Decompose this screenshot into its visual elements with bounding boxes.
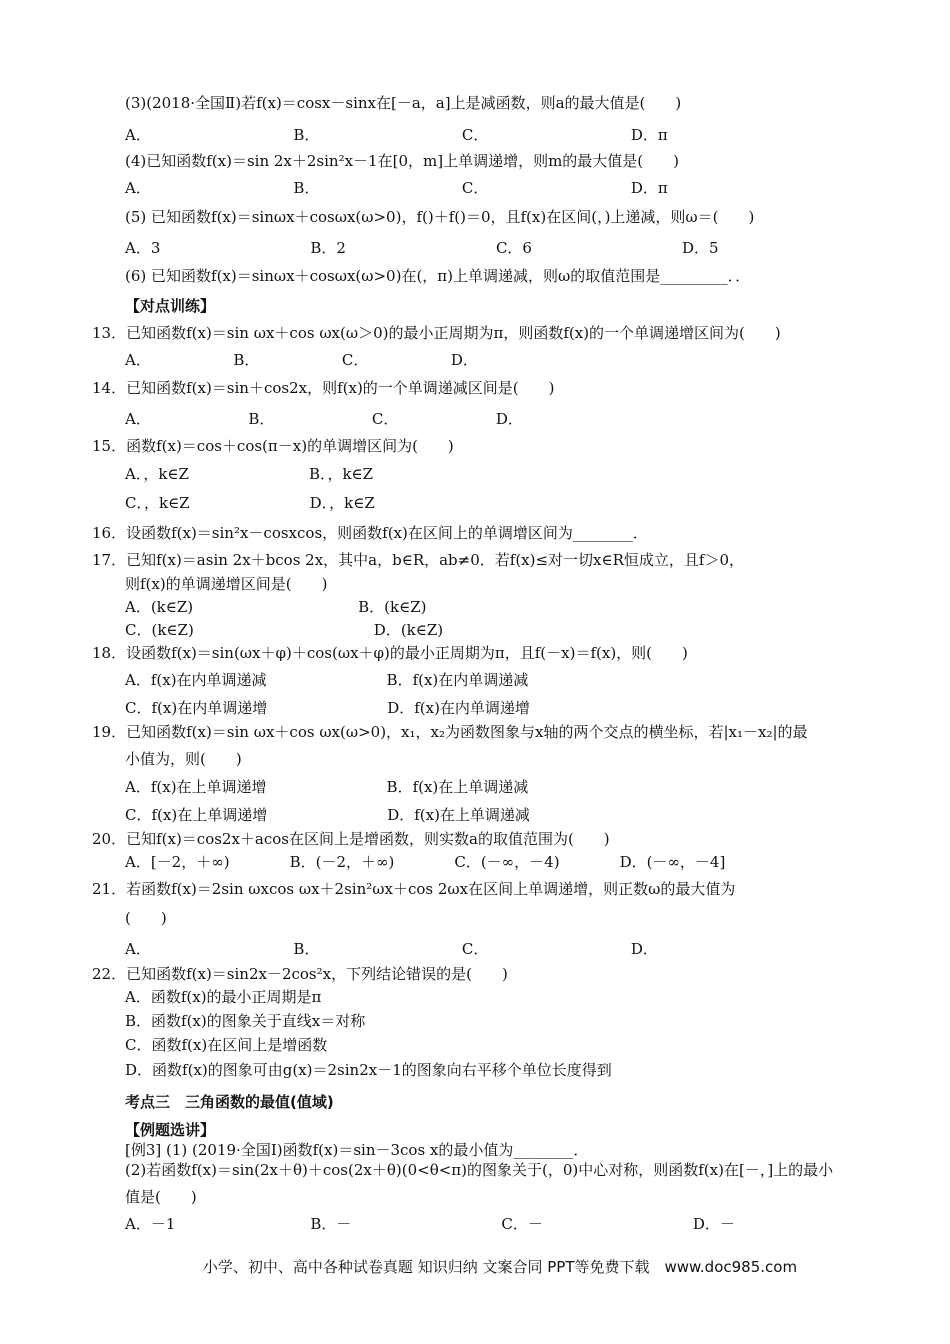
text-line: A．3 B．2 C．6 D．5 bbox=[125, 239, 719, 257]
text-line: D．函数f(x)的图象可由g(x)＝2sin2x－1的图象向右平移个单位长度得到 bbox=[125, 1061, 612, 1079]
text-line: C．f(x)在上单调递增 D．f(x)在上单调递减 bbox=[125, 806, 530, 824]
question-16: 16．设函数f(x)＝sin²x－cosxcos，则函数f(x)在区间上的单调增区间为________． bbox=[92, 524, 648, 542]
text-line: A．f(x)在上单调递增 B．f(x)在上单调递减 bbox=[125, 778, 529, 796]
text-line: A． B． C． D． bbox=[125, 351, 478, 369]
text-line: 值是( ) bbox=[125, 1188, 197, 1206]
text-line: A． B． C． D．π bbox=[125, 126, 668, 144]
text-line: A．(k∈Z) B．(k∈Z) bbox=[125, 598, 427, 616]
text-line: C．f(x)在内单调递增 D．f(x)在内单调递增 bbox=[125, 699, 530, 717]
question-21: 21．若函数f(x)＝2sin ωxcos ωx＋2sin²ωx＋cos 2ωx在区间上单调递增，则正数ω的最大值为 bbox=[92, 880, 736, 898]
text-line: 则f(x)的单调递增区间是( ) bbox=[125, 575, 328, 593]
text-line: A． B． C． D．π bbox=[125, 179, 668, 197]
question-18: 18．设函数f(x)＝sin(ωx＋φ)＋cos(ωx＋φ)的最小正周期为π，且f(－x)＝f(x)，则( ) bbox=[92, 644, 688, 662]
text-line: A．f(x)在内单调递减 B．f(x)在内单调递减 bbox=[125, 671, 529, 689]
question-14: 14．已知函数f(x)＝sin＋cos2x，则f(x)的一个单调递减区间是( ) bbox=[92, 379, 555, 397]
text-line: (5) 已知函数f(x)＝sinωx＋cosωx(ω>0)，f()＋f()＝0，且f(x)在区间(，)上递减，则ω＝( ) bbox=[125, 208, 755, 226]
question-15: 15．函数f(x)＝cos＋cos(π－x)的单调增区间为( ) bbox=[92, 437, 454, 455]
question-19: 19．已知函数f(x)＝sin ωx＋cos ωx(ω>0)，x₁，x₂为函数图象与x轴的两个交点的横坐标，若|x₁－x₂|的最 bbox=[92, 723, 808, 741]
text-line: ( ) bbox=[125, 909, 167, 927]
text-line: A． B． C． D． bbox=[125, 940, 658, 958]
text-line: A．函数f(x)的最小正周期是π bbox=[125, 988, 322, 1006]
question-22: 22．已知函数f(x)＝sin2x－2cos²x，下列结论错误的是( ) bbox=[92, 965, 508, 983]
text-line: C．(k∈Z) D．(k∈Z) bbox=[125, 621, 444, 639]
text-line: A．[－2，＋∞) B．(－2，＋∞) C．(－∞，－4) D．(－∞，－4] bbox=[125, 853, 726, 871]
example-3: [例3] (1) (2019·全国Ⅰ)函数f(x)＝sin－3cos x的最小值为________． bbox=[125, 1141, 589, 1159]
text-line: C．，k∈Z D．，k∈Z bbox=[125, 494, 375, 512]
text-line: A．，k∈Z B．，k∈Z bbox=[125, 465, 374, 483]
text-line: (2)若函数f(x)＝sin(2x＋θ)＋cos(2x＋θ)(0<θ<π)的图象关于(，0)中心对称，则函数f(x)在[－，]上的最小 bbox=[125, 1161, 834, 1179]
text-line: 小值为，则( ) bbox=[125, 750, 242, 768]
text-line: (3)(2018·全国Ⅱ)若f(x)＝cosx－sinx在[－a，a]上是减函数，则a的最大值是( ) bbox=[125, 94, 682, 112]
text-line: C．函数f(x)在区间上是增函数 bbox=[125, 1036, 328, 1054]
section-heading: 【对点训练】 bbox=[125, 297, 216, 315]
text-line: A．－1 B．－ C．－ D．－ bbox=[125, 1215, 735, 1233]
question-17: 17．已知f(x)＝asin 2x＋bcos 2x，其中a，b∈R，ab≠0．若f(x)≤对一切x∈R恒成立，且f＞0， bbox=[92, 551, 745, 569]
text-line: (6) 已知函数f(x)＝sinωx＋cosωx(ω>0)在(，π)上单调递减，则ω的取值范围是_________．． bbox=[125, 267, 751, 285]
page-footer: 小学、初中、高中各种试卷真题 知识归纳 文案合同 PPT等免费下载 www.doc985.com bbox=[202, 1258, 798, 1276]
section-heading: 【例题选讲】 bbox=[125, 1121, 216, 1139]
question-13: 13．已知函数f(x)＝sin ωx＋cos ωx(ω＞0)的最小正周期为π，则函数f(x)的一个单调递增区间为( ) bbox=[92, 324, 781, 342]
text-line: B．函数f(x)的图象关于直线x＝对称 bbox=[125, 1012, 366, 1030]
section-heading: 考点三 三角函数的最值(值域) bbox=[125, 1093, 334, 1111]
text-line: (4)已知函数f(x)＝sin 2x＋2sin²x－1在[0，m]上单调递增，则m的最大值是( ) bbox=[125, 152, 680, 170]
question-20: 20．已知f(x)＝cos2x＋acos在区间上是增函数，则实数a的取值范围为( ) bbox=[92, 830, 610, 848]
text-line: A． B． C． D． bbox=[125, 410, 523, 428]
